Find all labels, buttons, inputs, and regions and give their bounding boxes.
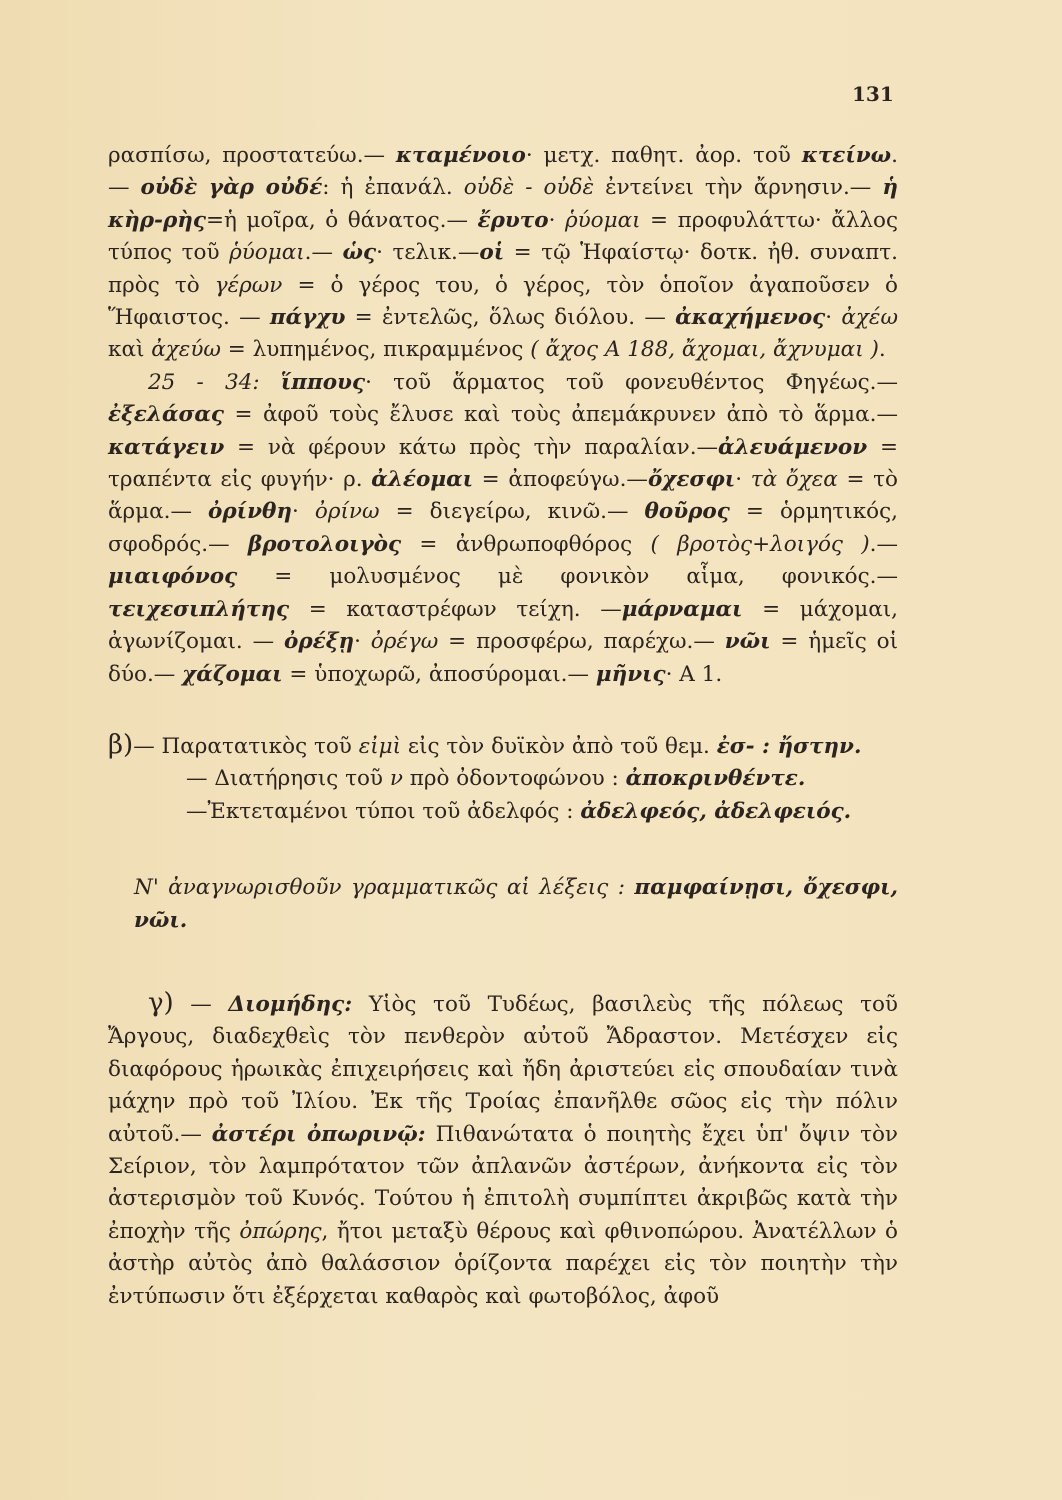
headword: ὀρίνθη <box>208 499 292 525</box>
term: ἀχεύω <box>151 337 221 363</box>
headword: ὡς <box>342 240 377 266</box>
term: ῥύομαι <box>564 207 641 233</box>
headword: τειχεσιπλήτης <box>108 596 290 622</box>
headword: πάγχυ <box>269 305 346 331</box>
headword: ἵππους <box>280 369 366 395</box>
headword: ἀλέομαι <box>371 467 474 493</box>
commentary-text <box>108 140 898 1313</box>
headword: παμφαίνῃσι, ὄχεσφι, νῶι. <box>134 875 898 933</box>
section-b-line-3: —Ἐκτεταμένοι τύποι τοῦ ἀδελφός : ἀδελφεός, ἀδελφειός. <box>186 798 852 824</box>
section-c: γ) — Διομήδης: Υἱὸς τοῦ Τυδέως, βασιλεὺς τῆς πόλεως τοῦ Ἄργους, διαδεχθεὶς τὸν πενθερὸν αὐτοῦ Ἄδραστον. Μετέσχεν εἰς διαφόρους ἡρωικὰς ἐπιχειρήσεις καὶ ἤδη ἀριστεύει εἰς σπουδαίαν τινὰ μάχην πρὸ τοῦ Ἰλίου. Ἐκ τῆς Τροίας ἐπανῆλθε σῶος εἰς τὴν πόλιν αὐτοῦ.— ἀστέρι ὀπωρινῷ: Πιθανώτατα ὁ ποιητὴς ἔχει ὑπ' ὄψιν τὸν Σείριον, τὸν λαμπρότατον τῶν ἀπλανῶν ἀστέρων, ἀνήκοντα εἰς τὸν ἀστερισμὸν τοῦ Κυνός. Τούτου ἡ ἐπιτολὴ συμπίπτει ἀκριβῶς κατὰ τὴν ἐποχὴν τῆς ὀπώρης, ἤτοι μεταξὺ θέρους καὶ φθινοπώρου. Ἀνατέλλων ὁ ἀστὴρ αὐτὸς ἀπὸ θαλάσσιον ὁρίζοντα παρέχει εἰς τὸν ποιητὴν τὴν ἐντύπωσιν ὅτι ἐξέρχεται καθαρὸς καὶ φωτοβόλος, ἀφοῦ <box>108 987 899 1309</box>
headword: ἀποκρινθέντε. <box>625 766 806 792</box>
term: ὀπώρης <box>239 1218 322 1244</box>
headword: ὀρέξῃ <box>284 629 355 655</box>
section-b-line-2: — Διατήρησις τοῦ ν πρὸ ὀδοντοφώνου : ἀποκρινθέντε. <box>186 766 806 792</box>
term: γέρων <box>214 272 283 298</box>
headword: μάρναμαι <box>621 596 743 622</box>
headword: ἔρυτο <box>477 207 549 233</box>
headword: κτείνω <box>801 143 892 168</box>
etymology: ( βροτὸς+λοιγός ) <box>650 531 870 557</box>
headword: ἀλευάμενον <box>718 434 868 460</box>
headword: κταμένοιο <box>395 143 526 168</box>
headword: ἐξελάσας <box>108 402 224 428</box>
headword: ἀστέρι ὀπωρινῷ: <box>211 1121 426 1147</box>
section-b-label: β) <box>108 729 134 760</box>
term: ὀρίνω <box>314 499 380 525</box>
section-c-label: γ) <box>148 987 174 1018</box>
verse-reference: 25 - 34: <box>148 369 260 395</box>
headword: κατάγειν <box>108 434 225 460</box>
term: τὰ ὄχεα <box>750 467 838 493</box>
section-b-line-1: β)— Παρατατικὸς τοῦ εἰμὶ εἰς τὸν δυϊκὸν ἀπὸ τοῦ θεμ. ἐσ- : ἤστην. <box>108 729 862 760</box>
commentary-paragraph-2: 25 - 34: ἵππους· τοῦ ἅρματος τοῦ φονευθέντος Φηγέως.— ἐξελάσας = ἀφοῦ τοὺς ἔλυσε καὶ τοὺς ἀπεμάκρυνεν ἀπὸ τὸ ἅρμα.— κατάγειν = νὰ φέρουν κάτω πρὸς τὴν παραλίαν.—ἀλευάμενον = τραπέντα εἰς φυγήν· ρ. ἀλέομαι = ἀποφεύγω.—ὄχεσφι· τὰ ὄχεα = τὸ ἅρμα.— ὀρίνθη· ὀρίνω = διεγείρω, κινῶ.— θοῦρος = ὁρμητικός, σφοδρός.— βροτολοιγὸς = ἀνθρωποφθόρος ( βροτὸς+λοιγός ).—μιαιφόνος = μολυσμένος μὲ φονικὸν αἷμα, φονικός.— τειχεσιπλήτης = καταστρέφων τείχη. —μάρναμαι = μάχομαι, ἀγωνίζομαι. — ὀρέξῃ· ὀρέγω = προσφέρω, παρέχω.— νῶι = ἡμεῖς οἱ δύο.— χάζομαι = ὑποχωρῶ, ἀποσύρομαι.— μῆνις· Α 1. <box>108 369 899 687</box>
term: οὐδὲ - οὐδὲ <box>463 175 595 201</box>
headword: οἱ <box>479 240 505 266</box>
commentary-paragraph-1: ρασπίσω, προστατεύω.— κταμένοιο· μετχ. παθητ. ἀορ. τοῦ κτείνω. — οὐδὲ γὰρ οὐδέ: ἡ ἐπανάλ. οὐδὲ - οὐδὲ ἐντείνει τὴν ἄρνησιν.— ἡ κὴρ-ρὴς=ἡ μοῖρα, ὁ θάνατος.— ἔρυτο· ῥύομαι = προφυλάττω· ἄλλος τύπος τοῦ ῥύομαι.— ὡς· τελικ.—οἱ = τῷ Ἡφαίστῳ· δοτκ. ἠθ. συναπτ. πρὸς τὸ γέρων = ὁ γέρος του, ὁ γέρος, τὸν ὁποῖον ἀγαποῦσεν ὁ Ἥφαιστος. — πάγχυ = ἐντελῶς, ὅλως διόλου. — ἀκαχήμενος· ἀχέω καὶ ἀχεύω = λυπημένος, πικραμμένος ( ἄχος Α 188, ἄχομαι, ἄχνυμαι ). <box>108 143 898 363</box>
headword: μιαιφόνος <box>108 564 238 590</box>
headword: Διομήδης: <box>228 991 353 1017</box>
term: ν <box>389 766 403 792</box>
headword: ἡ κὴρ-ρὴς <box>108 175 898 233</box>
term: εἰμὶ <box>358 733 402 759</box>
headword: θοῦρος <box>644 499 730 525</box>
headword: ἀδελφεός, ἀδελφειός. <box>580 798 852 824</box>
section-b <box>108 729 898 828</box>
headword: μῆνις <box>595 661 666 687</box>
page-number: 131 <box>852 82 894 106</box>
headword: ἀκαχήμενος <box>675 305 826 331</box>
exercise-note: Ν' ἀναγνωρισθοῦν γραμματικῶς αἱ λέξεις : παμφαίνῃσι, ὄχεσφι, νῶι. <box>134 875 898 933</box>
term: ὀρέγω <box>370 629 439 655</box>
reference: ( ἄχος Α 188, ἄχομαι, ἄχνυμαι ) <box>530 337 879 363</box>
headword: βροτολοιγὸς <box>247 531 402 557</box>
term: ἀχέω <box>841 305 898 331</box>
headword: οὐδὲ γὰρ οὐδέ <box>140 175 323 201</box>
headword: χάζομαι <box>182 661 283 687</box>
headword: ὄχεσφι <box>647 467 736 493</box>
term: ῥύομαι <box>229 240 305 266</box>
headword: ἐσ- : ἤστην. <box>716 733 862 759</box>
headword: νῶι <box>724 629 771 655</box>
